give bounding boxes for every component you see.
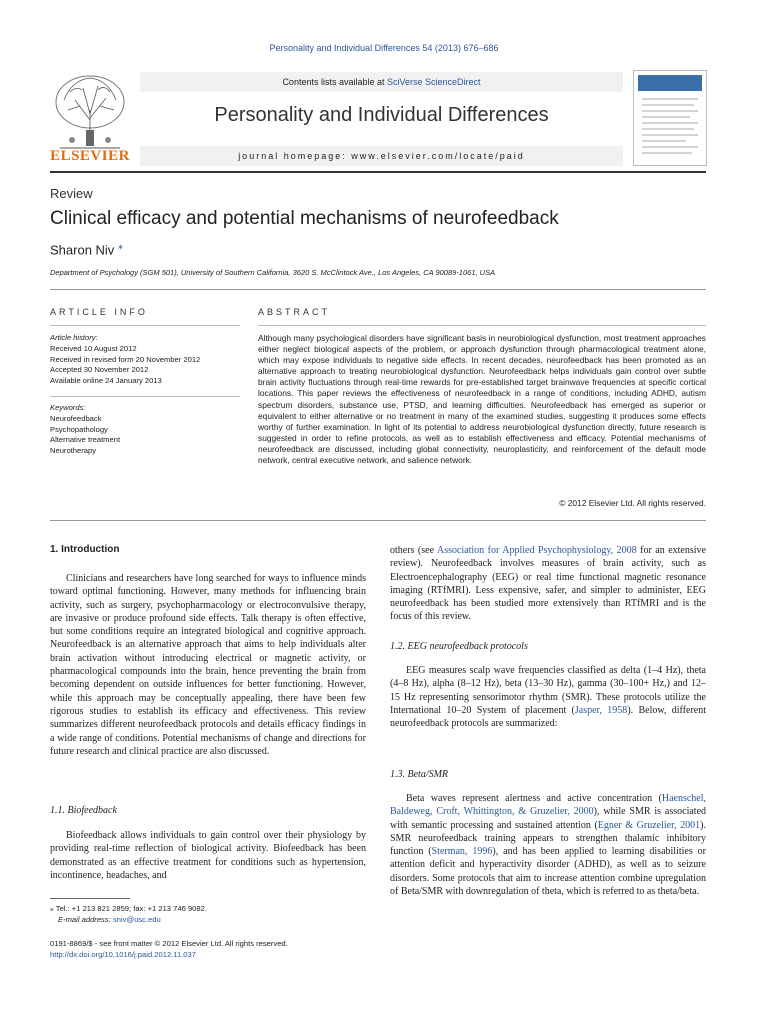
abstract-copyright: © 2012 Elsevier Ltd. All rights reserved.: [559, 498, 706, 508]
journal-masthead: [140, 72, 623, 166]
affiliation: Department of Psychology (SGM 501), University of Southern California, 3620 S. McClintock Ave., Los Angeles, CA 90089-1061, USA: [50, 268, 496, 277]
article-title: Clinical efficacy and potential mechanisms of neurofeedback: [50, 208, 559, 229]
info-rule: [50, 325, 240, 326]
text-run: others (see: [390, 545, 437, 556]
abstract-rule: [258, 325, 706, 326]
paragraph-text: Biofeedback allows individuals to gain control over their physiology by providing real-time reflection of biological activity. Biofeedback has been demonstrated as an effective treatment for conditions such as hypertension, incontinence, headaches, and: [50, 830, 366, 881]
continued-paragraph: [390, 544, 706, 624]
history-label: Article history:: [50, 333, 98, 342]
masthead-rule: [50, 171, 706, 173]
keyword: Neurotherapy: [50, 446, 97, 456]
citation-link[interactable]: Egner & Gruzelier, 2001: [597, 819, 701, 831]
text-run: ), and has been applied to learning disabilities or attention deficit and hyperactivity disorder (ADHD), as well as to seizure disorders. Some protocols that aim to increase attention combine upregulation of Beta/SMR with downregulation of theta, which is referred to as theta/beta.: [390, 846, 706, 898]
section-heading-biofeedback: 1.1. Biofeedback: [50, 805, 117, 816]
abstract-text: Although many psychological disorders have significant basis in neurobiological dysfunction, most treatment approaches either neglect biological aspects of the problem, or approach dysfunction through pharmacological treatment alone, which may expose individuals to negative side effects. In recent decades, neurofeedback has been promoted as an alternative approach to treating neurobiological dysfunction. Neurofeedback helps individuals gain control over subtle brain activity fluctuations through real-time rewards for pre-established target brainwave frequencies at specific cortical locations. This paper reviews the effectiveness of neurofeedback in a range of conditions, including ADHD, autism spectrum disorders, substance use, PTSD, and learning difficulties. Neurofeedback has emerged as superior or equivalent to either alternative or no treatment in many of the examined studies, suggesting it produces some effects worthy of further examination. In light of its potential to address neurobiological dysfunction directly, future research is suggested in order to refine protocols, as well as to establish effectiveness and efficacy. Potential mechanisms of neurofeedback are discussed, including global connectivity, neuroplasticity, and reinforcement of the default mode network, central executive network, and salience network.: [258, 333, 706, 466]
beta-smr-paragraph: [390, 792, 706, 898]
title-rule: [50, 289, 706, 290]
keyword: Psychopathology: [50, 424, 108, 434]
history-item: Available online 24 January 2013: [50, 376, 162, 386]
keywords: [50, 403, 240, 457]
author-name: Sharon Niv: [50, 242, 115, 258]
article-info-heading: ARTICLE INFO: [50, 307, 148, 317]
history-rule: [50, 396, 240, 397]
page-footer: [50, 938, 288, 960]
issn-line: 0191-8869/$ - see front matter © 2012 Elsevier Ltd. All rights reserved.: [50, 939, 288, 948]
eeg-paragraph: [390, 664, 706, 730]
sciencedirect-link[interactable]: SciVerse ScienceDirect: [387, 77, 481, 87]
contents-prefix: Contents lists available at: [282, 77, 387, 87]
keyword: Neurofeedback: [50, 413, 102, 423]
journal-reference[interactable]: Personality and Individual Differences 54 (2013) 676–686: [269, 43, 499, 53]
journal-title: Personality and Individual Differences: [214, 104, 549, 126]
text-run: EEG measures scalp wave frequencies classified as delta (1–4 Hz), theta (4–8 Hz), alpha (8–12 Hz), beta (13–30 Hz), gamma (30–100+ Hz,) and 12–15 Hz representing sensorimotor rhythm (SMR). These protocols utilize the International 10–20 System of placement (: [390, 665, 706, 716]
citation-link[interactable]: Jasper, 1958: [574, 704, 628, 716]
section-heading-introduction: 1. Introduction: [50, 544, 120, 555]
author-footnote: [50, 903, 207, 925]
citation-link[interactable]: Association for Applied Psychophysiology, 2008: [436, 545, 637, 556]
history-item: Received 10 August 2012: [50, 343, 137, 353]
history-item: Received in revised form 20 November 2012: [50, 354, 201, 364]
footnote-rule: [50, 898, 130, 899]
author: [50, 241, 123, 257]
text-run: ). SMR neurofeedback training appears to strengthen thalamic inhibitory function (: [390, 819, 706, 858]
email-label: E-mail address:: [58, 915, 113, 924]
section-heading-beta-smr: 1.3. Beta/SMR: [390, 769, 449, 780]
journal-cover-thumbnail: [633, 70, 707, 166]
footnote-tel: ⁎ Tel.: +1 213 821 2859; fax: +1 213 746 9082.: [50, 904, 207, 913]
history-item: Accepted 30 November 2012: [50, 365, 149, 375]
abstract-bottom-rule: [50, 520, 706, 521]
biofeedback-paragraph: [50, 829, 366, 882]
elsevier-wordmark: ELSEVIER: [50, 148, 130, 164]
article-history: [50, 333, 240, 387]
text-run: for an extensive review). Neurofeedback involves measures of brain activity, such as Electroencephalography (EEG) or real time functional magnetic resonance imaging (RTfMRI). Less expensive, safer, and simpler to administer, EEG neurofeedback has been studied more extensively than RTfMRI and is the focus of this review.: [390, 545, 706, 623]
keyword: Alternative treatment: [50, 435, 121, 445]
doi-link[interactable]: http://dx.doi.org/10.1016/j.paid.2012.11.037: [50, 950, 196, 959]
paragraph-text: Clinicians and researchers have long searched for ways to influence minds toward optimal functioning. However, many methods for influencing brain activity, such as surgery, psychopharmacology or electroconvulsive therapy, are invasive or produce profound side effects. Talk therapy is often effective, but some conditions require an integrated biological and cognitive approach. Neurofeedback is an alternative approach that aims to help individuals alter brain activation without introducing electrical or magnetic activity, or pharmacological compounds into the brain, hence preventing the brain from becoming dependent on outside influences for better functioning. However, while this approach may be conceptually appealing, there have been few rigorous studies to establish its efficacy and effectiveness. This review summarizes different neurofeedback protocols and details efficacy findings in a wide range of conditions. Potential mechanisms of change and directions for future research and clinical practice are also discussed.: [50, 573, 366, 757]
email-link[interactable]: sniv@usc.edu: [112, 915, 161, 924]
author-footnote-mark[interactable]: ⁎: [117, 241, 123, 252]
keywords-label: Keywords:: [50, 403, 86, 412]
article-type: Review: [50, 186, 93, 201]
abstract-heading: ABSTRACT: [258, 307, 331, 317]
citation-link[interactable]: Haenschel, Baldeweg, Croft, Whittington, & Gruzelier, 2000: [390, 793, 706, 818]
contents-bar: [140, 72, 623, 92]
citation-link[interactable]: Sterman, 1996: [431, 846, 493, 858]
text-run: Beta waves represent alertness and active concentration (: [406, 793, 662, 804]
introduction-paragraph: [50, 572, 366, 758]
text-run: ). Below, different neurofeedback protocols are summarized:: [390, 704, 706, 730]
section-heading-eeg-protocols: 1.2. EEG neurofeedback protocols: [390, 641, 528, 652]
text-run: ), while SMR is associated with semantic processing and sustained attention (: [390, 806, 707, 831]
journal-homepage[interactable]: journal homepage: www.elsevier.com/locate/paid: [140, 146, 623, 166]
